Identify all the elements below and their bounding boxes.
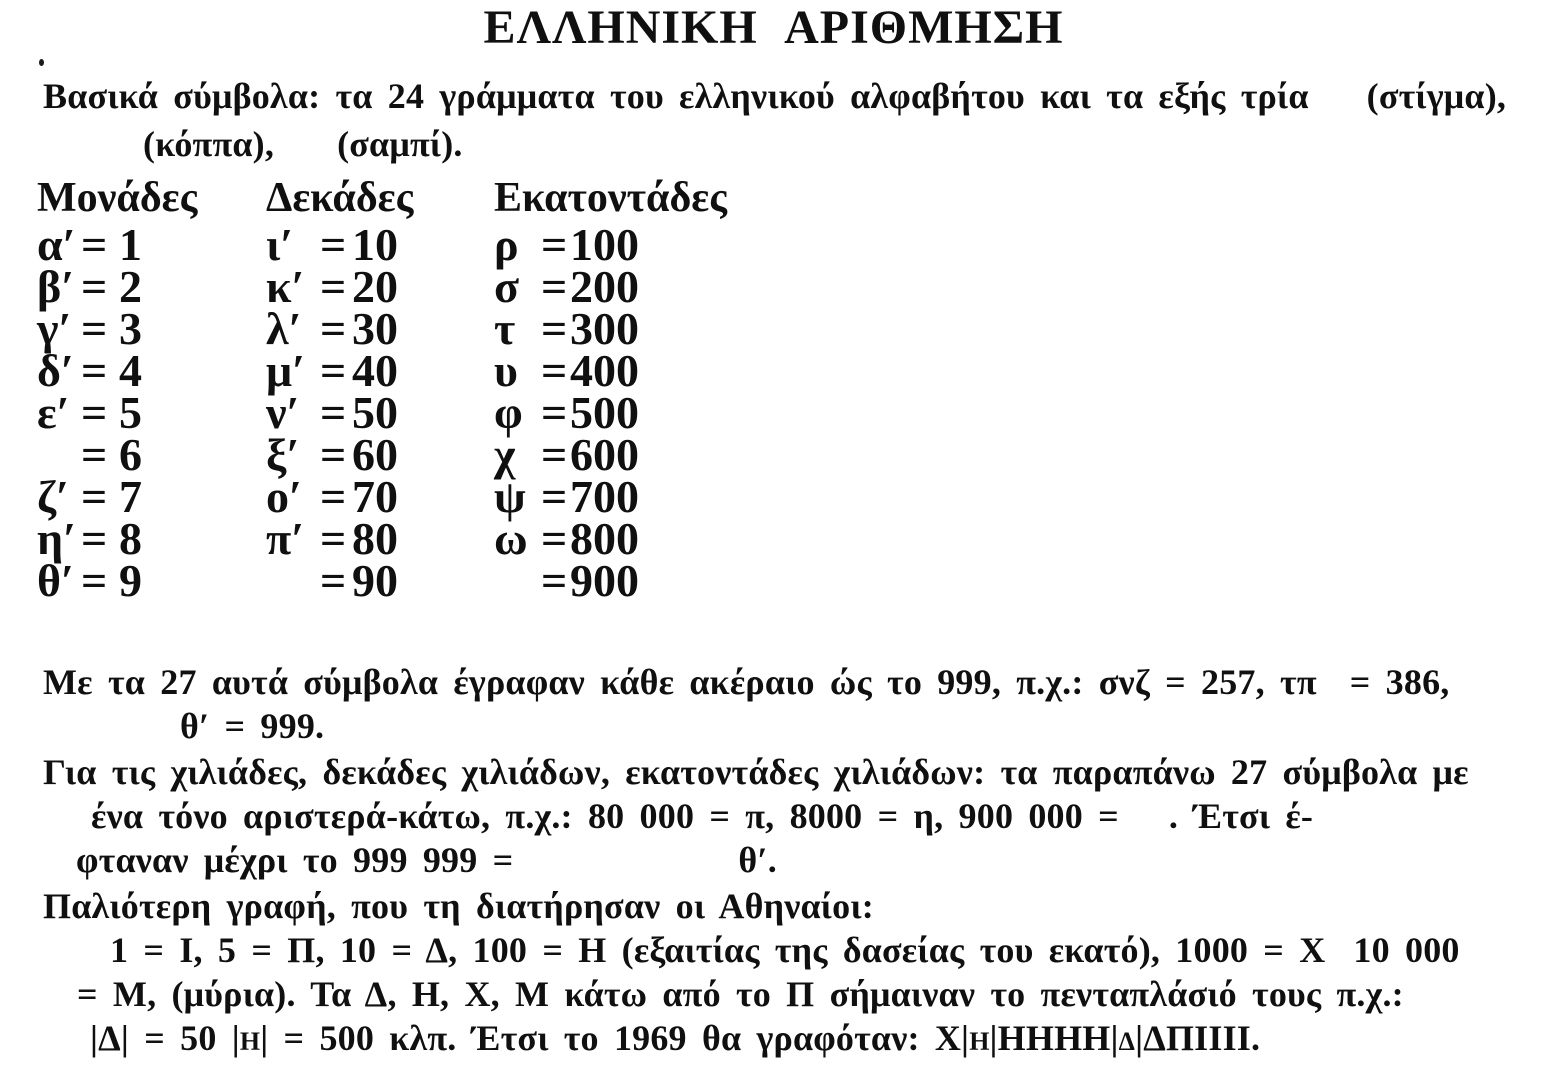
text-segment: (σαμπί). — [337, 124, 463, 164]
table-row — [494, 345, 727, 396]
equals-sign: = — [541, 429, 568, 480]
text-segment: | = 500 κλπ. Έτσι το 1969 θα γραφόταν: Χ| — [260, 1018, 970, 1058]
text-line — [43, 1016, 1523, 1064]
table-row — [37, 261, 197, 312]
equals-sign: = — [320, 471, 347, 522]
numeral-symbol: θ′ — [37, 555, 74, 606]
numeral-value: 800 — [570, 513, 639, 564]
text-segment: Η — [239, 1027, 261, 1056]
text-line — [43, 704, 1523, 748]
table-row — [37, 303, 197, 354]
table-row — [266, 429, 413, 480]
numeral-symbol: φ — [494, 387, 523, 438]
table-row — [37, 219, 197, 270]
table-row — [494, 471, 727, 522]
text-line — [43, 884, 1523, 928]
text-segment: (στίγμα), — [1366, 76, 1507, 116]
equals-sign: = — [81, 555, 108, 606]
table-row — [37, 471, 197, 522]
equals-sign: = — [541, 387, 568, 438]
numeral-value: 100 — [570, 219, 639, 270]
missing-symbol-gap — [1317, 693, 1350, 694]
numeral-symbol: α′ — [37, 219, 76, 270]
table-row — [266, 513, 413, 564]
numeral-value: 500 — [570, 387, 639, 438]
table-row — [494, 219, 727, 270]
numeral-value: 50 — [352, 387, 398, 438]
numeral-value: 8 — [119, 513, 142, 564]
numeral-symbol: χ — [494, 429, 516, 480]
numeral-symbol: ν′ — [266, 387, 300, 438]
table-row — [266, 345, 413, 396]
numeral-symbol: ξ′ — [266, 429, 300, 480]
text-line — [43, 750, 1523, 794]
numeral-value: 20 — [352, 261, 398, 312]
table-row — [494, 303, 727, 354]
numeral-value: 900 — [570, 555, 639, 606]
paragraph-basic-symbols — [43, 72, 1523, 168]
equals-sign: = — [81, 219, 108, 270]
equals-sign: = — [320, 513, 347, 564]
text-segment: θ′ = 999. — [180, 706, 325, 746]
numeral-value: 300 — [570, 303, 639, 354]
table-row — [494, 513, 727, 564]
numeral-symbol: β′ — [37, 261, 75, 312]
column-header: Εκατοντάδες — [494, 175, 727, 221]
equals-sign: = — [81, 303, 108, 354]
equals-sign: = — [81, 513, 108, 564]
table-row — [37, 345, 197, 396]
missing-symbol-gap — [274, 155, 337, 156]
table-row — [266, 387, 413, 438]
equals-sign: = — [81, 429, 108, 480]
table-row — [266, 261, 413, 312]
table-row — [494, 387, 727, 438]
numeral-symbol: σ — [494, 261, 520, 312]
numeral-symbol: δ′ — [37, 345, 74, 396]
table-row — [266, 219, 413, 270]
numeral-value: 6 — [119, 429, 142, 480]
equals-sign: = — [541, 555, 568, 606]
text-segment: 10 000 — [1353, 930, 1460, 970]
numeral-symbol: κ′ — [266, 261, 305, 312]
numeral-value: 3 — [119, 303, 142, 354]
text-segment: Βασικά σύμβολα: τα 24 γράμματα του ελληνικού αλφαβήτου και τα εξής τρία — [43, 76, 1309, 116]
table-row — [266, 555, 413, 606]
numeral-value: 700 — [570, 471, 639, 522]
numeral-value: 200 — [570, 261, 639, 312]
text-segment: |ΗΗΗΗ| — [989, 1018, 1119, 1058]
table-row — [494, 261, 727, 312]
equals-sign: = — [81, 345, 108, 396]
text-segment: Με τα 27 αυτά σύμβολα έγραφαν κάθε ακέραιο ώς το 999, π.χ.: σνζ = 257, τπ — [43, 662, 1317, 702]
equals-sign: = — [320, 219, 347, 270]
equals-sign: = — [541, 513, 568, 564]
missing-symbol-gap — [1119, 827, 1169, 828]
table-row — [494, 555, 727, 606]
table-row — [266, 471, 413, 522]
numeral-symbol: ω — [494, 513, 528, 564]
column-header: Μονάδες — [37, 175, 198, 221]
paragraph-thousands — [43, 750, 1523, 882]
equals-sign: = — [541, 345, 568, 396]
numeral-value: 40 — [352, 345, 398, 396]
text-segment: ένα τόνο αριστερά-κάτω, π.χ.: 80 000 = π, 8000 = η, 900 000 = — [91, 796, 1119, 836]
numeral-symbol: ι′ — [266, 219, 294, 270]
table-row — [37, 429, 197, 480]
table-row — [494, 429, 727, 480]
text-segment: θ′. — [738, 840, 777, 880]
paragraph-athenian — [43, 884, 1523, 1064]
numeral-value: 4 — [119, 345, 142, 396]
text-segment: φταναν μέχρι το 999 999 = — [76, 840, 514, 880]
equals-sign: = — [81, 471, 108, 522]
text-segment: Η — [969, 1027, 990, 1056]
equals-sign: = — [320, 303, 347, 354]
missing-symbol-gap — [1309, 107, 1367, 108]
table-row — [37, 513, 197, 564]
numeral-symbol: ρ — [494, 219, 519, 270]
table-column-units — [37, 175, 198, 606]
text-segment: (κόππα), — [143, 124, 275, 164]
equals-sign: = — [81, 387, 108, 438]
numeral-value: 90 — [352, 555, 398, 606]
text-segment: 1 = Ι, 5 = Π, 10 = Δ, 100 = Η (εξαιτίας της δασείας του εκατό), 1000 = Χ — [110, 930, 1326, 970]
numeral-symbol: ε′ — [37, 387, 70, 438]
numeral-value: 5 — [119, 387, 142, 438]
numeral-value: 400 — [570, 345, 639, 396]
numeral-value: 80 — [352, 513, 398, 564]
numeral-symbol: γ′ — [37, 303, 72, 354]
missing-symbol-gap — [513, 871, 738, 872]
equals-sign: = — [541, 219, 568, 270]
numeral-value: 60 — [352, 429, 398, 480]
numeral-symbol: ο′ — [266, 471, 302, 522]
scan-speck — [39, 59, 44, 66]
text-line — [43, 794, 1523, 838]
column-header: Δεκάδες — [266, 175, 414, 221]
numeral-symbol: η′ — [37, 513, 77, 564]
text-segment: . Έτσι έ- — [1168, 796, 1314, 836]
table-row — [37, 555, 197, 606]
text-line — [43, 72, 1523, 120]
numeral-value: 70 — [352, 471, 398, 522]
numeral-symbol: ζ′ — [37, 471, 69, 522]
equals-sign: = — [320, 345, 347, 396]
numeral-symbol: λ′ — [266, 303, 302, 354]
numeral-value: 10 — [352, 219, 398, 270]
page-title: ΕΛΛΗΝΙΚΗ ΑΡΙΘΜΗΣΗ — [483, 1, 1064, 54]
text-segment: = 386, — [1349, 662, 1450, 702]
text-line — [43, 928, 1523, 972]
text-segment: = Μ, (μύρια). Τα Δ, Η, Χ, Μ κάτω από το Π σήμαιναν το πενταπλάσιό τους π.χ.: — [77, 974, 1404, 1014]
equals-sign: = — [541, 471, 568, 522]
numeral-value: 2 — [119, 261, 142, 312]
equals-sign: = — [320, 387, 347, 438]
numeral-symbol: μ′ — [266, 345, 306, 396]
text-segment: |ΔΠΙΙΙΙ. — [1135, 1018, 1261, 1058]
equals-sign: = — [81, 261, 108, 312]
numeral-table — [0, 176, 1547, 606]
numeral-symbol: π′ — [266, 513, 305, 564]
text-segment: Δ — [1118, 1027, 1136, 1056]
text-segment: Παλιότερη γραφή, που τη διατήρησαν οι Αθηναίοι: — [43, 886, 874, 926]
text-line — [43, 972, 1523, 1016]
text-segment: |Δ| = 50 | — [90, 1018, 240, 1058]
equals-sign: = — [320, 555, 347, 606]
numeral-value: 7 — [119, 471, 142, 522]
numeral-value: 30 — [352, 303, 398, 354]
numeral-value: 1 — [119, 219, 142, 270]
numeral-symbol: υ — [494, 345, 518, 396]
table-column-tens — [266, 175, 414, 606]
numeral-symbol: ψ — [494, 471, 526, 522]
paragraph-upto-999 — [43, 660, 1523, 748]
numeral-value: 9 — [119, 555, 142, 606]
text-segment: Για τις χιλιάδες, δεκάδες χιλιάδων, εκατοντάδες χιλιάδων: τα παραπάνω 27 σύμβολα με — [43, 752, 1469, 792]
equals-sign: = — [320, 261, 347, 312]
table-column-hundreds — [494, 175, 727, 606]
table-row — [37, 387, 197, 438]
text-line — [43, 120, 1523, 168]
text-line — [43, 660, 1523, 704]
equals-sign: = — [541, 303, 568, 354]
numeral-symbol: τ — [494, 303, 516, 354]
missing-symbol-gap — [1325, 961, 1353, 962]
numeral-value: 600 — [570, 429, 639, 480]
equals-sign: = — [541, 261, 568, 312]
table-row — [266, 303, 413, 354]
equals-sign: = — [320, 429, 347, 480]
text-line — [43, 838, 1523, 882]
